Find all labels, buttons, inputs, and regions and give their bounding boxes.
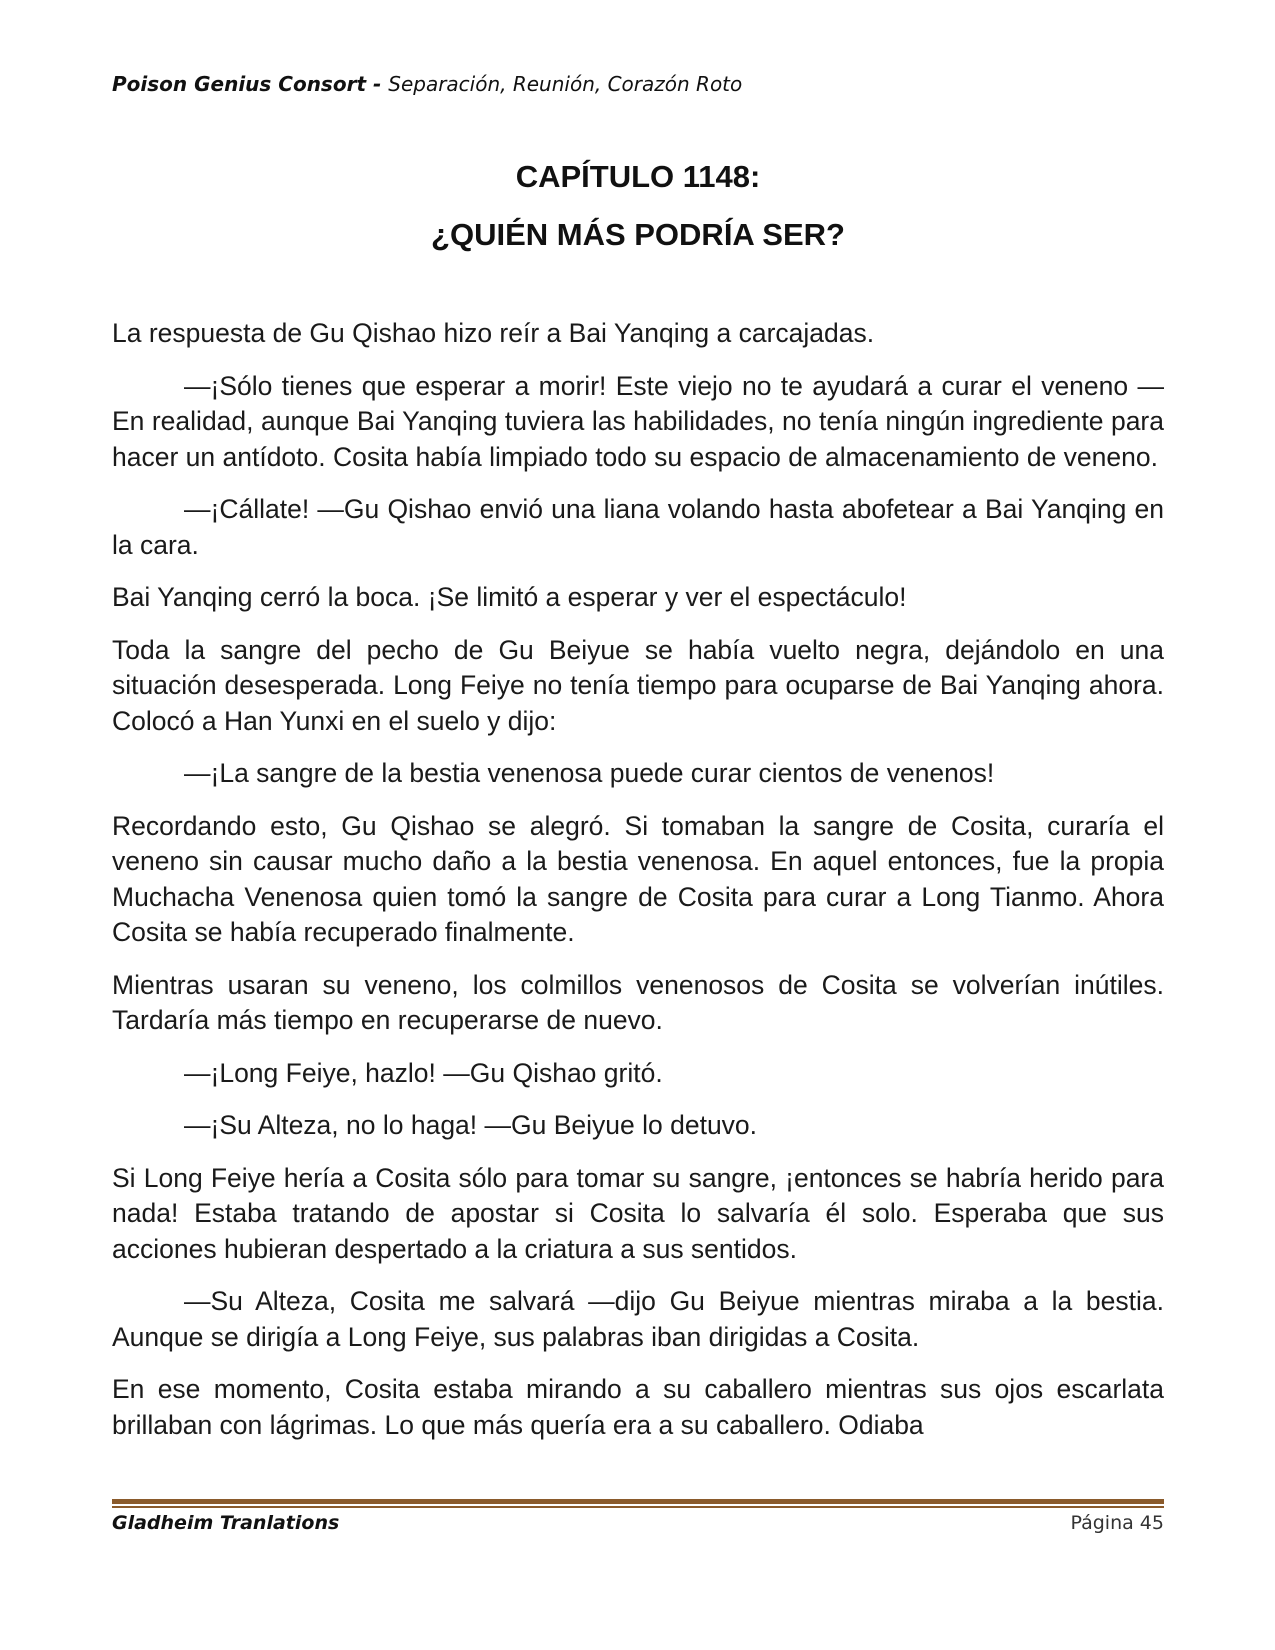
paragraph: —¡Sólo tienes que esperar a morir! Este viejo no te ayudará a curar el veneno —En realidad, aunque Bai Yanqing tuviera las habilidades, no tenía ningún ingrediente para hacer un antídoto. Cosita había limpiado todo su espacio de almacenamiento de veneno. [112, 370, 1164, 472]
paragraph: Recordando esto, Gu Qishao se alegró. Si tomaban la sangre de Cosita, curaría el veneno sin causar mucho daño a la bestia venenosa. En aquel entonces, fue la propia Muchacha Venenosa quien tomó la sangre de Cosita para curar a Long Tianmo. Ahora Cosita se había recuperado finalmente. [112, 810, 1164, 947]
paragraph: —¡Cállate! —Gu Qishao envió una liana volando hasta abofetear a Bai Yanqing en la cara. [112, 494, 1164, 560]
running-header [112, 72, 742, 96]
paragraph: La respuesta de Gu Qishao hizo reír a Bai Yanqing a carcajadas. [112, 318, 875, 348]
paragraph: Toda la sangre del pecho de Gu Beiyue se había vuelto negra, dejándolo en una situación desesperada. Long Feiye no tenía tiempo para ocuparse de Bai Yanqing ahora. Colocó a Han Yunxi en el suelo y dijo: [112, 634, 1164, 736]
footer-rule-thin [112, 1506, 1164, 1508]
footer-publisher: Gladheim Tranlations [112, 1512, 340, 1534]
paragraph: —Su Alteza, Cosita me salvará —dijo Gu Beiyue mientras miraba a la bestia. Aunque se dirigía a Long Feiye, sus palabras iban dirigidas a Cosita. [112, 1286, 1164, 1352]
body-text [112, 316, 1164, 1460]
header-separator: - [366, 72, 389, 96]
chapter-number: CAPÍTULO 1148: [515, 159, 761, 194]
paragraph: —¡Su Alteza, no lo haga! —Gu Beiyue lo detuvo. [184, 1110, 758, 1140]
book-title: Poison Genius Consort [112, 72, 367, 96]
chapter-heading [112, 148, 1164, 264]
page-number: Página 45 [1070, 1512, 1164, 1534]
paragraph: En ese momento, Cosita estaba mirando a su caballero mientras sus ojos escarlata brillaban con lágrimas. Lo que más quería era a su caballero. Odiaba [112, 1374, 1164, 1440]
paragraph: —¡La sangre de la bestia venenosa puede curar cientos de venenos! [184, 758, 995, 788]
volume-title: Separación, Reunión, Corazón Roto [388, 72, 743, 96]
chapter-title: ¿QUIÉN MÁS PODRÍA SER? [431, 217, 845, 252]
paragraph: —¡Long Feiye, hazlo! —Gu Qishao gritó. [184, 1057, 663, 1088]
paragraph: Si Long Feiye hería a Cosita sólo para tomar su sangre, ¡entonces se habría herido para nada! Estaba tratando de apostar si Cosita lo salvaría él solo. Esperaba que sus acciones hubieran despertado a la criatura a sus sentidos. [112, 1162, 1164, 1264]
footer-rule [112, 1499, 1164, 1504]
paragraph: Mientras usaran su veneno, los colmillos venenosos de Cosita se volverían inútiles. Tardaría más tiempo en recuperarse de nuevo. [112, 969, 1164, 1035]
paragraph: Bai Yanqing cerró la boca. ¡Se limitó a esperar y ver el espectáculo! [112, 582, 907, 612]
